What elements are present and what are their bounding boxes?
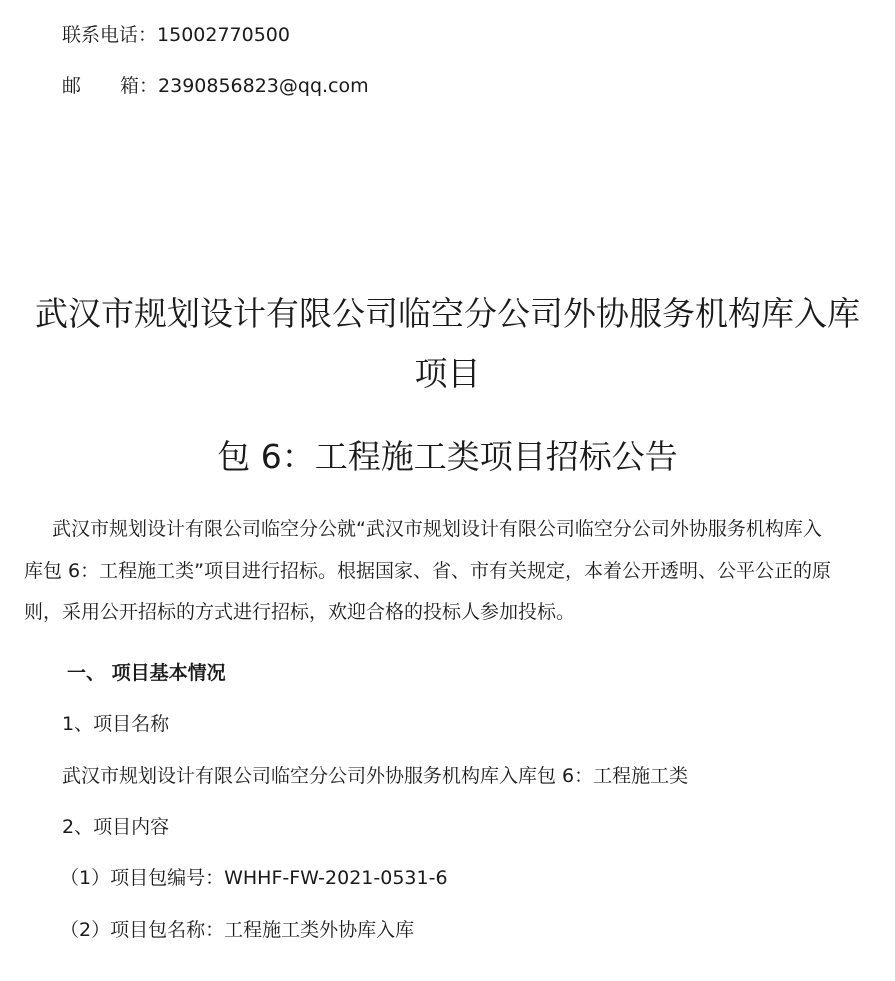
announcement-subtitle: 包 6：工程施工类项目招标公告 <box>217 437 678 476</box>
project-name-value: 武汉市规划设计有限公司临空分公司外协服务机构库入库包 6：工程施工类 <box>62 765 689 787</box>
intro-paragraph-line2: 库包 6：工程施工类”项目进行招标。根据国家、省、市有关规定，本着公开透明、公平公正的原 <box>24 560 831 582</box>
phone-value: 15002770500 <box>157 24 290 46</box>
email-value: 2390856823@qq.com <box>158 75 369 97</box>
project-name-label: 1、项目名称 <box>62 713 170 735</box>
email-label-char1: 邮 <box>62 75 82 97</box>
phone-label: 联系电话： <box>62 24 158 46</box>
announcement-title-line1: 武汉市规划设计有限公司临空分公司外协服务机构库入库 <box>35 294 860 333</box>
contact-email-line <box>62 74 369 98</box>
intro-paragraph-line1: 武汉市规划设计有限公司临空分公就“武汉市规划设计有限公司临空分公司外协服务机构库入 <box>52 518 822 540</box>
section-heading-basic-info: 一、 项目基本情况 <box>67 662 226 684</box>
package-name-line: （2）项目包名称：工程施工类外协库入库 <box>60 919 415 941</box>
package-number-line: （1）项目包编号：WHHF-FW-2021-0531-6 <box>60 867 448 889</box>
contact-phone-line <box>62 23 290 47</box>
announcement-title-line2: 项目 <box>414 354 481 393</box>
project-content-label: 2、项目内容 <box>62 816 170 838</box>
intro-paragraph-line3: 则，采用公开招标的方式进行招标，欢迎合格的投标人参加投标。 <box>24 601 576 623</box>
email-label-char2: 箱： <box>120 75 159 97</box>
